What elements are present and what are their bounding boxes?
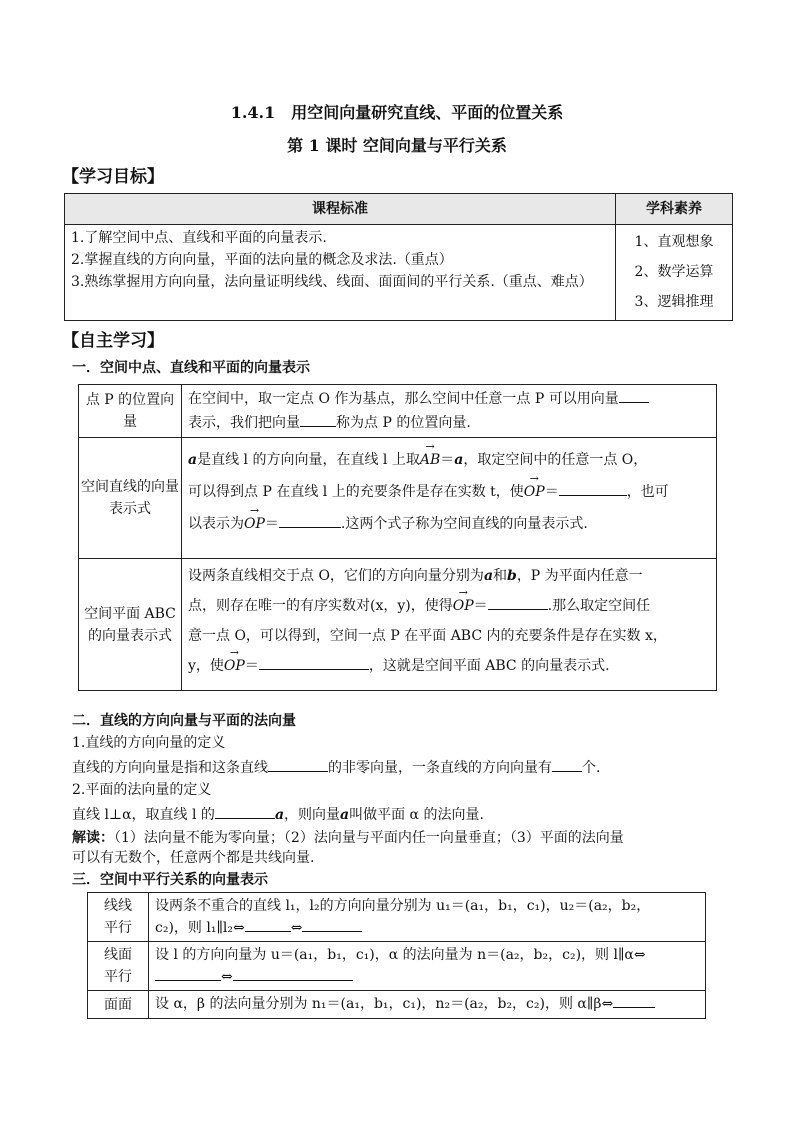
part3-title: 三．空间中平行关系的向量表示 xyxy=(72,872,268,888)
part2-sub1-text: 直线的方向向量是指和这条直线 的非零向量，一条直线的方向向量有 个. xyxy=(72,757,600,778)
part2-title: 二．直线的方向向量与平面的法向量 xyxy=(72,713,296,729)
line-plane-text: 设 l 的方向向量为 u＝(a₁，b₁，c₁)，α 的法向量为 n＝(a₂，b₂，c₂)，则 l∥α⇔ ⇔ xyxy=(149,942,706,991)
lesson-subtitle: 第 1 课时 空间向量与平行关系 xyxy=(287,136,507,155)
part2-sub2-text: 直线 l⊥α，取直线 l 的 a，则向量a叫做平面 α 的法向量. xyxy=(72,804,484,825)
line-representation-text: a是直线 l 的方向向量，在直线 l 上取→ AB＝a，取定空间中的任意一点 O， 可以得到点 P 在直线 l 上的充要条件是存在实数 t，使→ OP＝ ，也可 以表示为→ OP＝ .这两个式子称为空间直线的向量表示式. xyxy=(182,438,717,559)
line-plane-label: 线面 平行 xyxy=(88,942,149,991)
standard-item: 1.了解空间中点、直线和平面的向量表示. xyxy=(71,230,327,246)
plane-representation-label: 空间平面 ABC 的向量表示式 xyxy=(79,559,182,691)
part2-sub2: 2.平面的法向量的定义 xyxy=(72,782,212,798)
col-standards-header: 课程标准 xyxy=(65,194,616,225)
standard-item: 3.熟练掌握用方向向量，法向量证明线线、线面、面面间的平行关系.（重点、难点） xyxy=(71,274,593,290)
plane-plane-text: 设 α，β 的法向量分别为 n₁＝(a₁，b₁，c₁)，n₂＝(a₂，b₂，c₂)，则 α∥β⇔ xyxy=(149,991,706,1019)
objectives-table xyxy=(64,193,733,321)
position-vector-label: 点 P 的位置向量 xyxy=(79,385,182,438)
plane-plane-label: 面面 xyxy=(88,991,149,1019)
literacy-item: 3、逻辑推理 xyxy=(634,294,714,310)
self-study-heading: 【自主学习】 xyxy=(62,331,164,351)
part2-sub1: 1.直线的方向向量的定义 xyxy=(72,735,226,751)
vector-representation-table xyxy=(78,384,717,691)
literacy-item: 1、直观想象 xyxy=(634,234,714,250)
line-line-label: 线线 平行 xyxy=(88,893,149,942)
line-line-text: 设两条不重合的直线 l₁，l₂的方向向量分别为 u₁＝(a₁，b₁，c₁)，u₂＝(a₂，b₂， c₂)，则 l₁∥l₂⇔ ⇔ xyxy=(149,893,706,942)
line-representation-label: 空间直线的向量表示式 xyxy=(79,438,182,559)
position-vector-text: 在空间中，取一定点 O 作为基点，那么空间中任意一点 P 可以用向量 表示，我们把向量 称为点 P 的位置向量. xyxy=(182,385,717,438)
col-literacy-header: 学科素养 xyxy=(616,194,733,225)
standard-item: 2.掌握直线的方向向量，平面的法向量的概念及求法.（重点） xyxy=(71,252,453,268)
objectives-heading: 【学习目标】 xyxy=(62,167,164,187)
plane-representation-text: 设两条直线相交于点 O，它们的方向向量分别为a和b，P 为平面内任意一 点，则存在唯一的有序实数对(x，y)，使得→ OP＝ .那么取定空间任 意一点 O，可以得到，空间一点 P 在平面 ABC 内的充要条件是存在实数 x， y，使→ OP＝ ，这就是空间平面 ABC 的向量表示式. xyxy=(182,559,717,691)
standards-cell xyxy=(65,225,616,321)
literacy-item: 2、数学运算 xyxy=(634,264,714,280)
lesson-title: 1.4.1 用空间向量研究直线、平面的位置关系 xyxy=(230,103,564,122)
part1-title: 一．空间中点、直线和平面的向量表示 xyxy=(72,360,310,376)
parallel-relations-table xyxy=(87,892,706,1019)
part2-note: 解读：（1）法向量不能为零向量；（2）法向量与平面内任一向量垂直；（3）平面的法向量 可以有无数个，任意两个都是共线向量. xyxy=(72,830,624,866)
literacy-cell xyxy=(616,225,733,321)
